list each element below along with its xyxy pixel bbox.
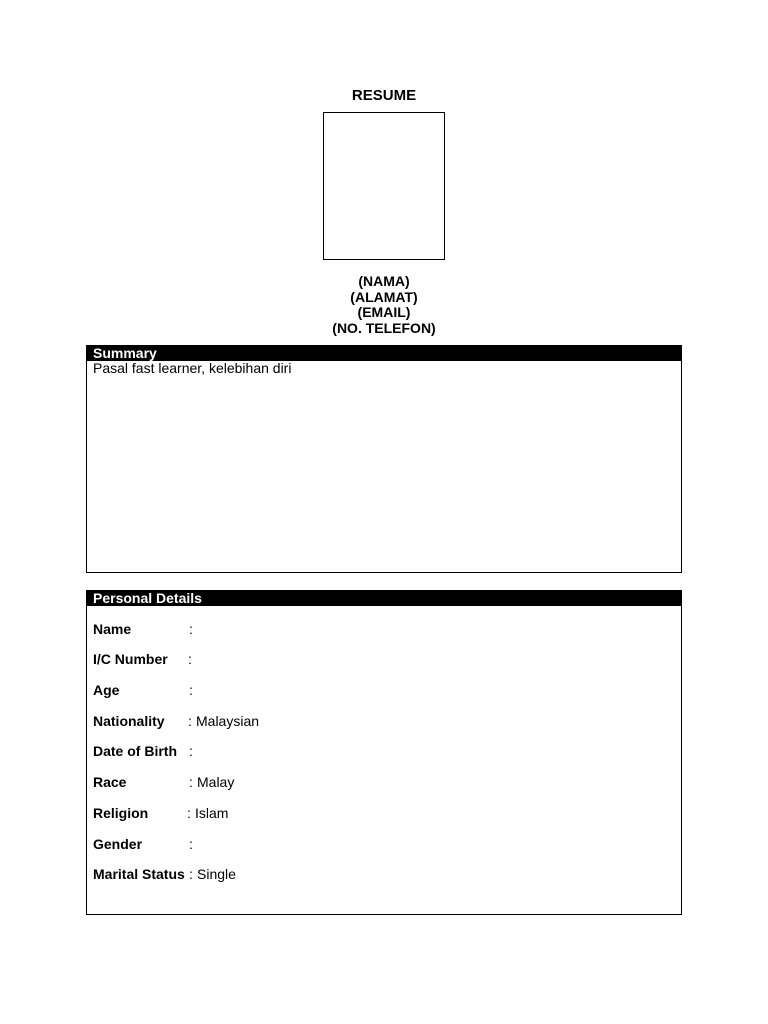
detail-value: Islam: [195, 805, 229, 821]
detail-colon: :: [188, 651, 192, 667]
summary-header: Summary: [87, 346, 681, 361]
detail-label: Nationality: [93, 713, 165, 729]
detail-colon: :: [189, 866, 193, 882]
personal-details-section: [86, 590, 682, 915]
detail-value: Single: [197, 866, 236, 882]
detail-label: I/C Number: [93, 651, 168, 667]
contact-block: [0, 274, 768, 336]
summary-section: [86, 345, 682, 573]
contact-phone: (NO. TELEFON): [332, 319, 436, 336]
detail-label: Gender: [93, 836, 143, 852]
detail-label: Age: [93, 682, 120, 698]
personal-details-header: Personal Details: [87, 591, 681, 606]
photo-placeholder: [323, 112, 445, 260]
detail-colon: :: [189, 743, 193, 759]
contact-address: (ALAMAT): [350, 288, 418, 305]
detail-label: Race: [93, 774, 127, 790]
detail-colon: :: [189, 621, 193, 637]
detail-label: Religion: [93, 805, 149, 821]
detail-label: Date of Birth: [93, 743, 177, 759]
detail-colon: :: [188, 713, 192, 729]
detail-value: Malay: [197, 774, 235, 790]
detail-value: Malaysian: [196, 713, 260, 729]
page-title: RESUME: [351, 87, 417, 104]
detail-label: Marital Status: [93, 866, 185, 882]
detail-colon: :: [189, 682, 193, 698]
detail-colon: :: [189, 836, 193, 852]
contact-name: (NAMA): [358, 273, 410, 289]
detail-colon: :: [187, 805, 191, 821]
contact-email: (EMAIL): [357, 304, 411, 320]
summary-text: Pasal fast learner, kelebihan diri: [93, 360, 292, 376]
detail-label: Name: [93, 621, 132, 637]
detail-colon: :: [189, 774, 193, 790]
